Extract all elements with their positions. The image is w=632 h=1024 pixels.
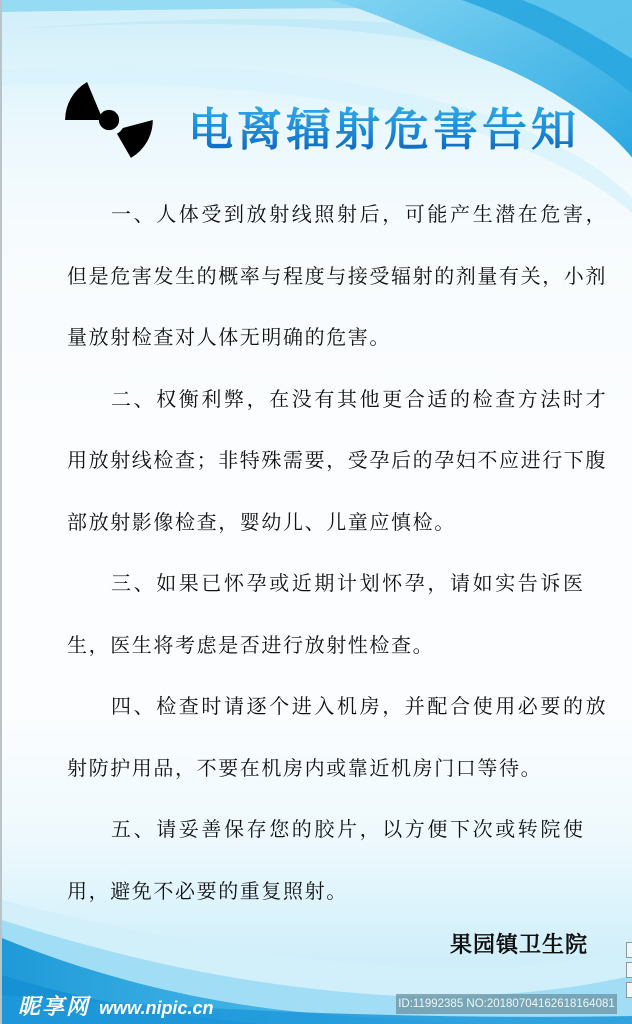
edge-mark: [626, 942, 632, 958]
text-line: 部放射影像检查，婴幼儿、儿童应慎检。: [67, 509, 456, 534]
notice-item-2: [67, 376, 607, 561]
text-line: 三、如果已怀孕或近期计划怀孕，请如实告诉医: [111, 571, 586, 595]
page-title: 电离辐射危害告知: [188, 98, 598, 162]
text-line: 一、人体受到放射线照射后，可能产生潜在危害，: [111, 202, 609, 226]
watermark-id-badge: ID:11992385 NO:20180704162618164081: [396, 994, 617, 1014]
notice-item-4: [67, 683, 607, 806]
watermark-url: www.nipic.cn: [99, 998, 214, 1018]
text-line: 生，医生将考虑是否进行放射性检查。: [67, 632, 435, 657]
text-line: 二、权衡利弊，在没有其他更合适的检查方法时才: [111, 386, 609, 411]
edge-marks: [626, 942, 632, 1002]
watermark-logo-text: 昵享网: [18, 995, 91, 1020]
text-line: 四、检查时请逐个进入机房，并配合使用必要的放: [111, 694, 609, 718]
text-line: 但是危害发生的概率与程度与接受辐射的剂量有关，小剂: [67, 263, 607, 288]
radiation-trefoil-icon: [63, 74, 155, 166]
notice-item-1: [67, 191, 607, 376]
signature: 果园镇卫生院: [450, 933, 589, 958]
text-line: 用，避免不必要的重复照射。: [67, 878, 348, 903]
text-line: 射防护用品，不要在机房内或靠近机房门口等待。: [67, 755, 543, 780]
text-line: 用放射线检查；非特殊需要，受孕后的孕妇不应进行下腹: [67, 448, 607, 472]
watermark-logo: [18, 990, 213, 1021]
text-line: 五、请妥善保存您的胶片，以方便下次或转院使: [111, 817, 586, 841]
edge-mark: [626, 962, 632, 978]
edge-mark: [626, 982, 632, 998]
text-line: 量放射检查对人体无明确的危害。: [67, 325, 391, 349]
notice-item-5: [67, 806, 607, 929]
notice-body: [67, 191, 607, 929]
notice-item-3: [67, 560, 607, 683]
